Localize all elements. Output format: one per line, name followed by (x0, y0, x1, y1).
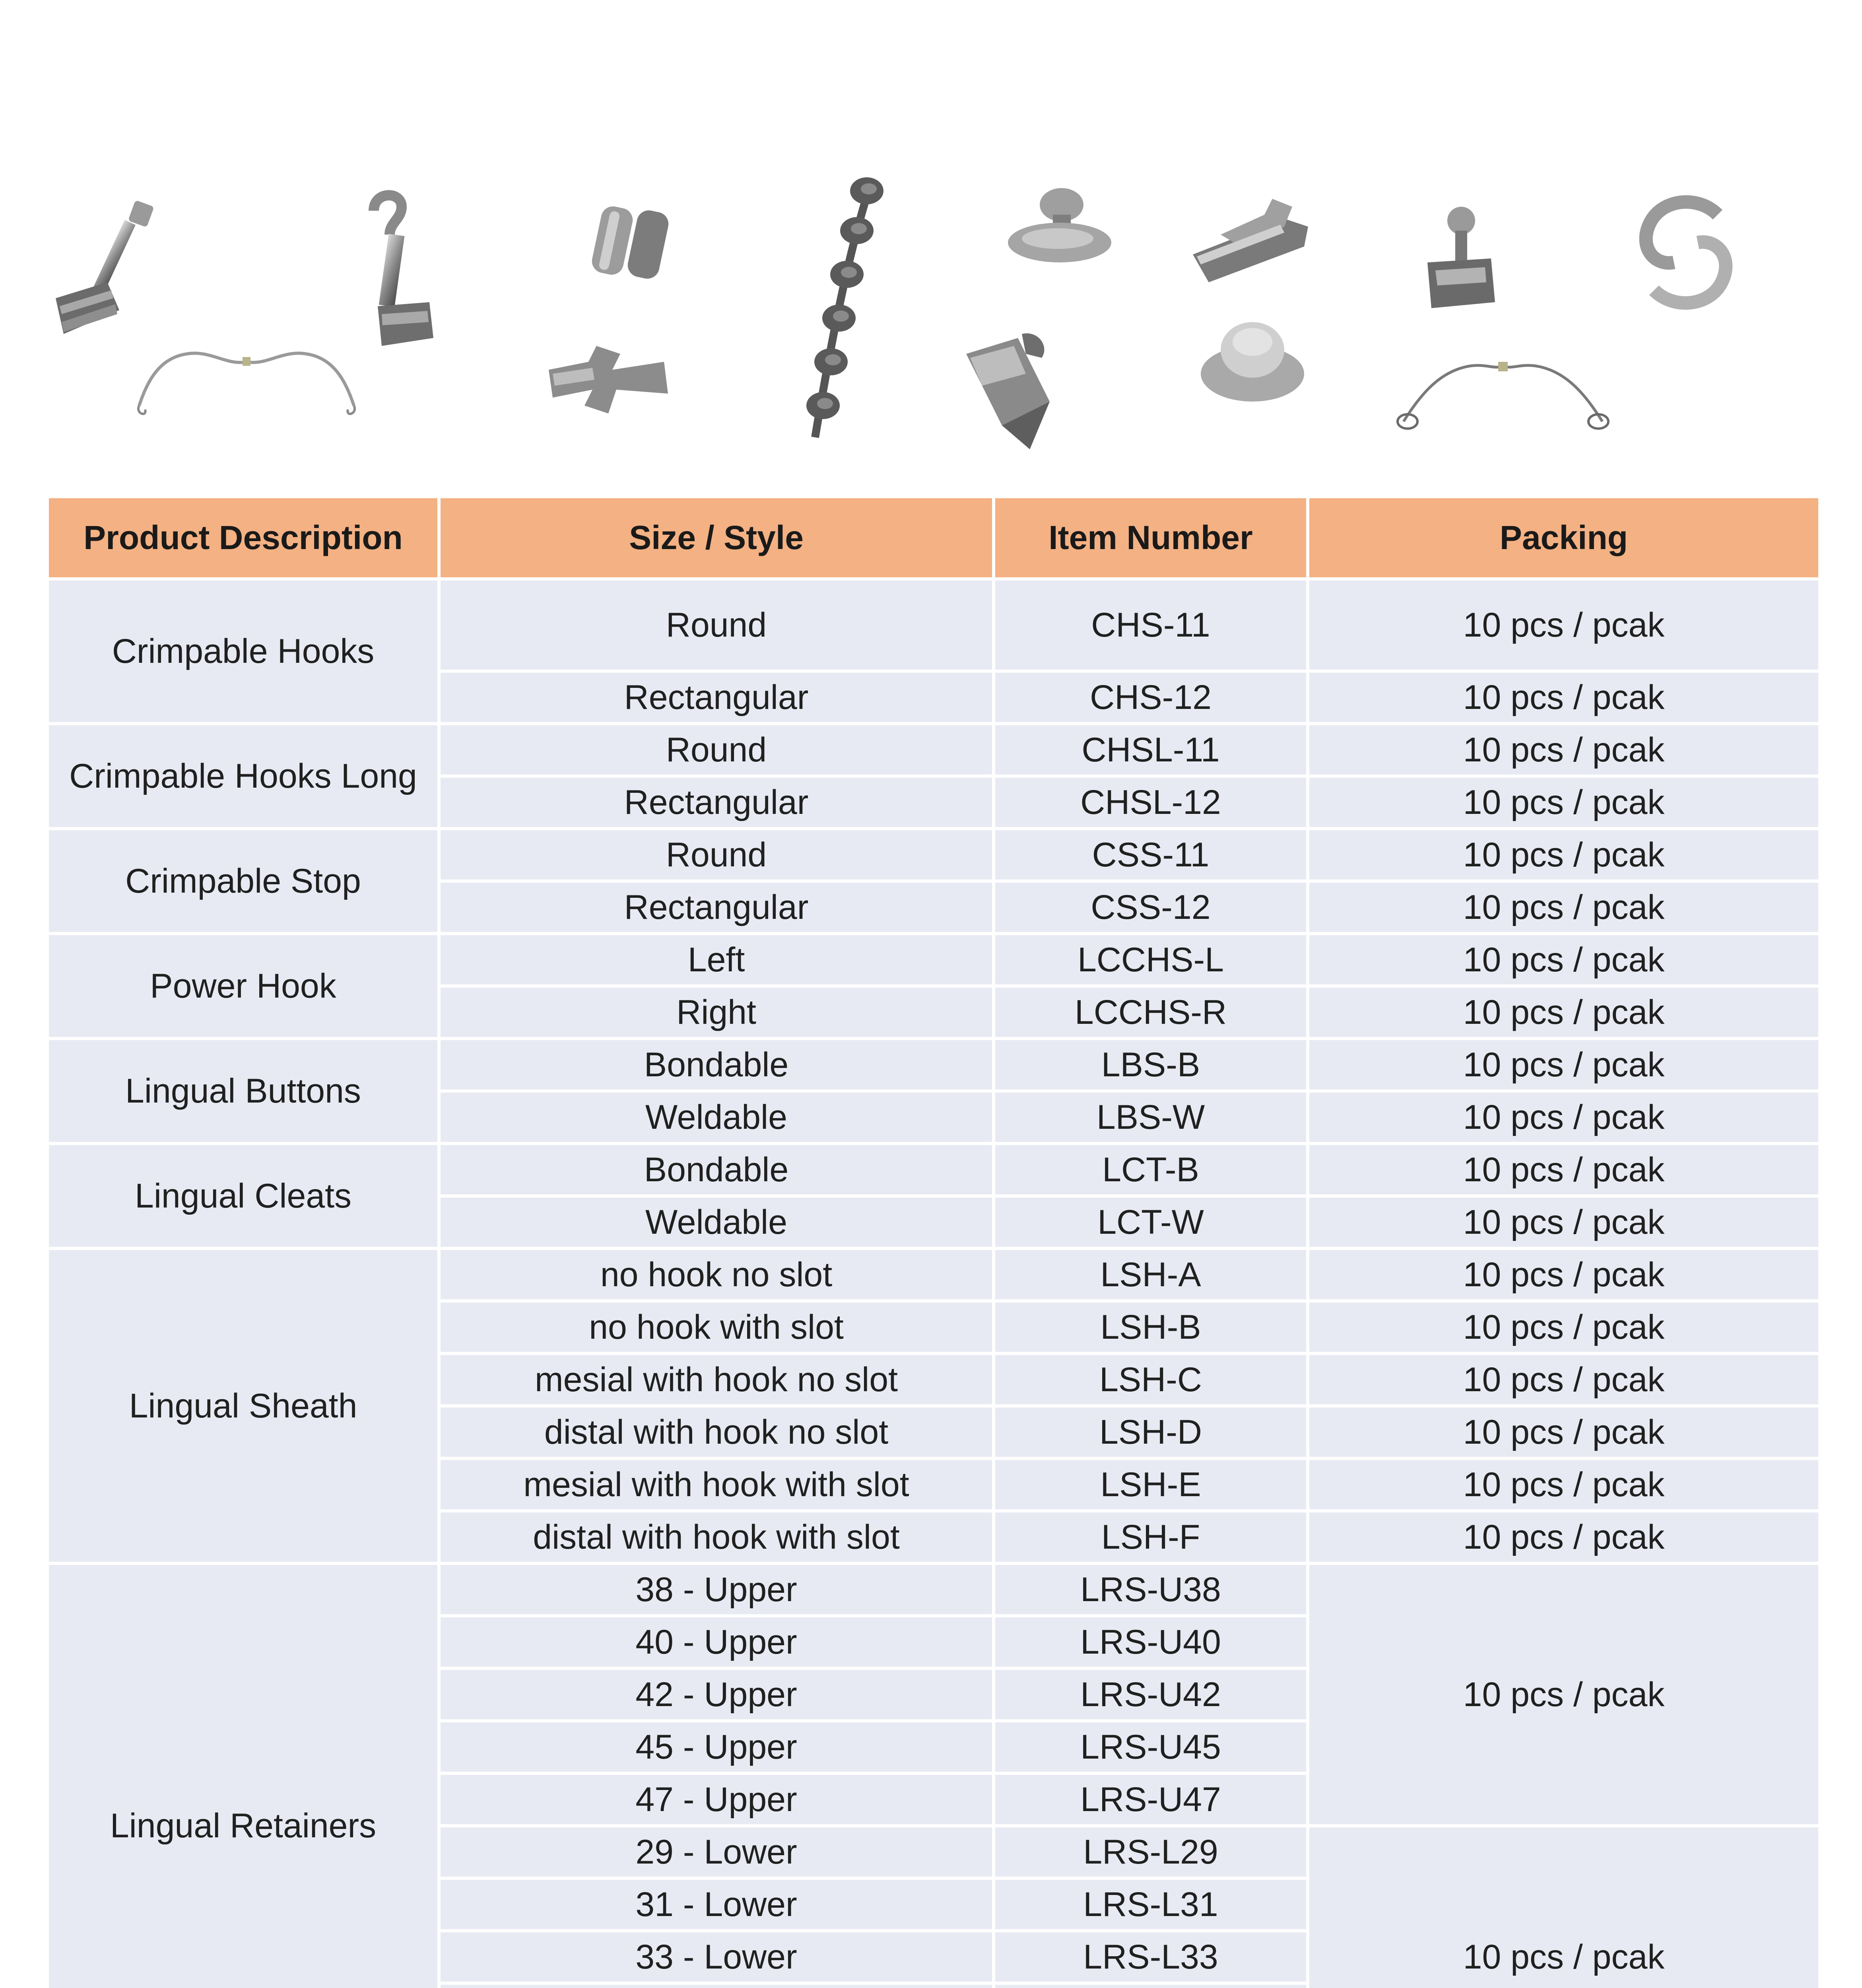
size-style-cell: Bondable (439, 1143, 994, 1196)
table-row (47, 934, 1820, 986)
packing-cell: 10 pcs / pcak (1308, 881, 1820, 934)
item-number-cell: LBS-B (994, 1039, 1308, 1091)
size-style-cell: 40 - Upper (439, 1616, 994, 1668)
product-illustrations (0, 0, 1862, 469)
size-style-cell: 38 - Upper (439, 1563, 994, 1616)
size-style-cell: Round (439, 724, 994, 776)
packing-cell: 10 pcs / pcak (1308, 1458, 1820, 1511)
long-hook-icon (350, 187, 445, 354)
item-number-cell: LSH-D (994, 1406, 1308, 1458)
product-description-cell: Crimpable Hooks (47, 579, 439, 724)
packing-cell: 10 pcs / pcak (1308, 1563, 1820, 1826)
lingual-button-icon (1002, 187, 1117, 266)
packing-cell: 10 pcs / pcak (1308, 1039, 1820, 1091)
table-row (47, 579, 1820, 671)
size-style-cell: mesial with hook with slot (439, 1458, 994, 1511)
lingual-sheath-icon (950, 330, 1078, 457)
item-number-cell: LCT-W (994, 1196, 1308, 1248)
size-style-cell: Bondable (439, 1039, 994, 1091)
item-number-cell: LBS-W (994, 1091, 1308, 1143)
size-style-cell: 42 - Upper (439, 1668, 994, 1721)
size-style-cell: Weldable (439, 1091, 994, 1143)
item-number-cell: LCCHS-L (994, 934, 1308, 986)
size-style-cell: Round (439, 579, 994, 671)
item-number-cell: CSS-11 (994, 829, 1308, 881)
item-number-cell: LRS-L33 (994, 1931, 1308, 1983)
product-description-cell: Lingual Sheath (47, 1248, 439, 1563)
product-description-cell: Lingual Retainers (47, 1563, 439, 1988)
packing-cell: 10 pcs / pcak (1308, 1826, 1820, 1988)
product-description-cell: Lingual Buttons (47, 1039, 439, 1143)
packing-cell: 10 pcs / pcak (1308, 1091, 1820, 1143)
item-number-cell: CHSL-12 (994, 776, 1308, 829)
header-item-number: Item Number (994, 497, 1308, 579)
product-description-cell: Power Hook (47, 934, 439, 1039)
size-style-cell: 33 - Lower (439, 1931, 994, 1983)
lingual-cleat-icon (1185, 191, 1316, 286)
size-style-cell (439, 1983, 994, 1988)
size-style-cell: Rectangular (439, 671, 994, 724)
table-header-row (47, 497, 1820, 579)
size-style-cell: 45 - Upper (439, 1721, 994, 1773)
size-style-cell: Weldable (439, 1196, 994, 1248)
item-number-cell (994, 1983, 1308, 1988)
table-body (47, 579, 1820, 1988)
size-style-cell: Rectangular (439, 881, 994, 934)
item-number-cell: LRS-U45 (994, 1721, 1308, 1773)
table-row (47, 1039, 1820, 1091)
item-number-cell: CHS-11 (994, 579, 1308, 671)
size-style-cell: mesial with hook no slot (439, 1353, 994, 1406)
item-number-cell: LRS-U38 (994, 1563, 1308, 1616)
item-number-cell: LCCHS-R (994, 986, 1308, 1039)
packing-cell: 10 pcs / pcak (1308, 1406, 1820, 1458)
header-size-style: Size / Style (439, 497, 994, 579)
packing-cell: 10 pcs / pcak (1308, 934, 1820, 986)
size-style-cell: Rectangular (439, 776, 994, 829)
item-number-cell: LSH-A (994, 1248, 1308, 1301)
item-number-cell: LSH-F (994, 1511, 1308, 1563)
table-row (47, 1143, 1820, 1196)
size-style-cell: distal with hook no slot (439, 1406, 994, 1458)
item-number-cell: LSH-C (994, 1353, 1308, 1406)
packing-cell: 10 pcs / pcak (1308, 1248, 1820, 1301)
product-table (46, 495, 1821, 1988)
button-icon (1197, 314, 1308, 406)
header-packing: Packing (1308, 497, 1820, 579)
item-number-cell: LRS-U42 (994, 1668, 1308, 1721)
packing-cell: 10 pcs / pcak (1308, 776, 1820, 829)
size-style-cell: Round (439, 829, 994, 881)
table-row (47, 724, 1820, 776)
item-number-cell: LRS-U47 (994, 1773, 1308, 1826)
table-row (47, 829, 1820, 881)
face-bow-icon (131, 334, 362, 425)
crimpable-hook-icon (48, 195, 167, 354)
size-style-cell: Right (439, 986, 994, 1039)
item-number-cell: LSH-E (994, 1458, 1308, 1511)
size-style-cell: distal with hook with slot (439, 1511, 994, 1563)
size-style-cell: 47 - Upper (439, 1773, 994, 1826)
product-description-cell: Crimpable Hooks Long (47, 724, 439, 829)
packing-cell: 10 pcs / pcak (1308, 1353, 1820, 1406)
packing-cell: 10 pcs / pcak (1308, 1196, 1820, 1248)
power-hook-icon (545, 346, 672, 417)
size-style-cell: no hook with slot (439, 1301, 994, 1353)
packing-cell: 10 pcs / pcak (1308, 1301, 1820, 1353)
cheek-retractor-icon (1618, 191, 1749, 314)
packing-cell: 10 pcs / pcak (1308, 1511, 1820, 1563)
table-row (47, 1563, 1820, 1616)
item-number-cell: CSS-12 (994, 881, 1308, 934)
item-number-cell: CHS-12 (994, 671, 1308, 724)
table-row (47, 1248, 1820, 1301)
packing-cell: 10 pcs / pcak (1308, 671, 1820, 724)
packing-cell: 10 pcs / pcak (1308, 1143, 1820, 1196)
packing-cell: 10 pcs / pcak (1308, 829, 1820, 881)
hook-attachment-icon (1415, 203, 1503, 314)
product-description-cell: Lingual Cleats (47, 1143, 439, 1248)
header-product-description: Product Description (47, 497, 439, 579)
packing-cell: 10 pcs / pcak (1308, 724, 1820, 776)
item-number-cell: CHSL-11 (994, 724, 1308, 776)
item-number-cell: LRS-L31 (994, 1878, 1308, 1931)
product-description-cell: Crimpable Stop (47, 829, 439, 934)
item-number-cell: LRS-U40 (994, 1616, 1308, 1668)
packing-cell: 10 pcs / pcak (1308, 579, 1820, 671)
face-bow-loop-icon (1392, 342, 1614, 441)
size-style-cell: 31 - Lower (439, 1878, 994, 1931)
size-style-cell: no hook no slot (439, 1248, 994, 1301)
item-number-cell: LCT-B (994, 1143, 1308, 1196)
size-style-cell: 29 - Lower (439, 1826, 994, 1878)
crimpable-stop-icon (588, 199, 680, 286)
item-number-cell: LRS-L29 (994, 1826, 1308, 1878)
item-number-cell: LSH-B (994, 1301, 1308, 1353)
size-style-cell: Left (439, 934, 994, 986)
packing-cell: 10 pcs / pcak (1308, 986, 1820, 1039)
lingual-retainer-chain-icon (767, 175, 903, 453)
